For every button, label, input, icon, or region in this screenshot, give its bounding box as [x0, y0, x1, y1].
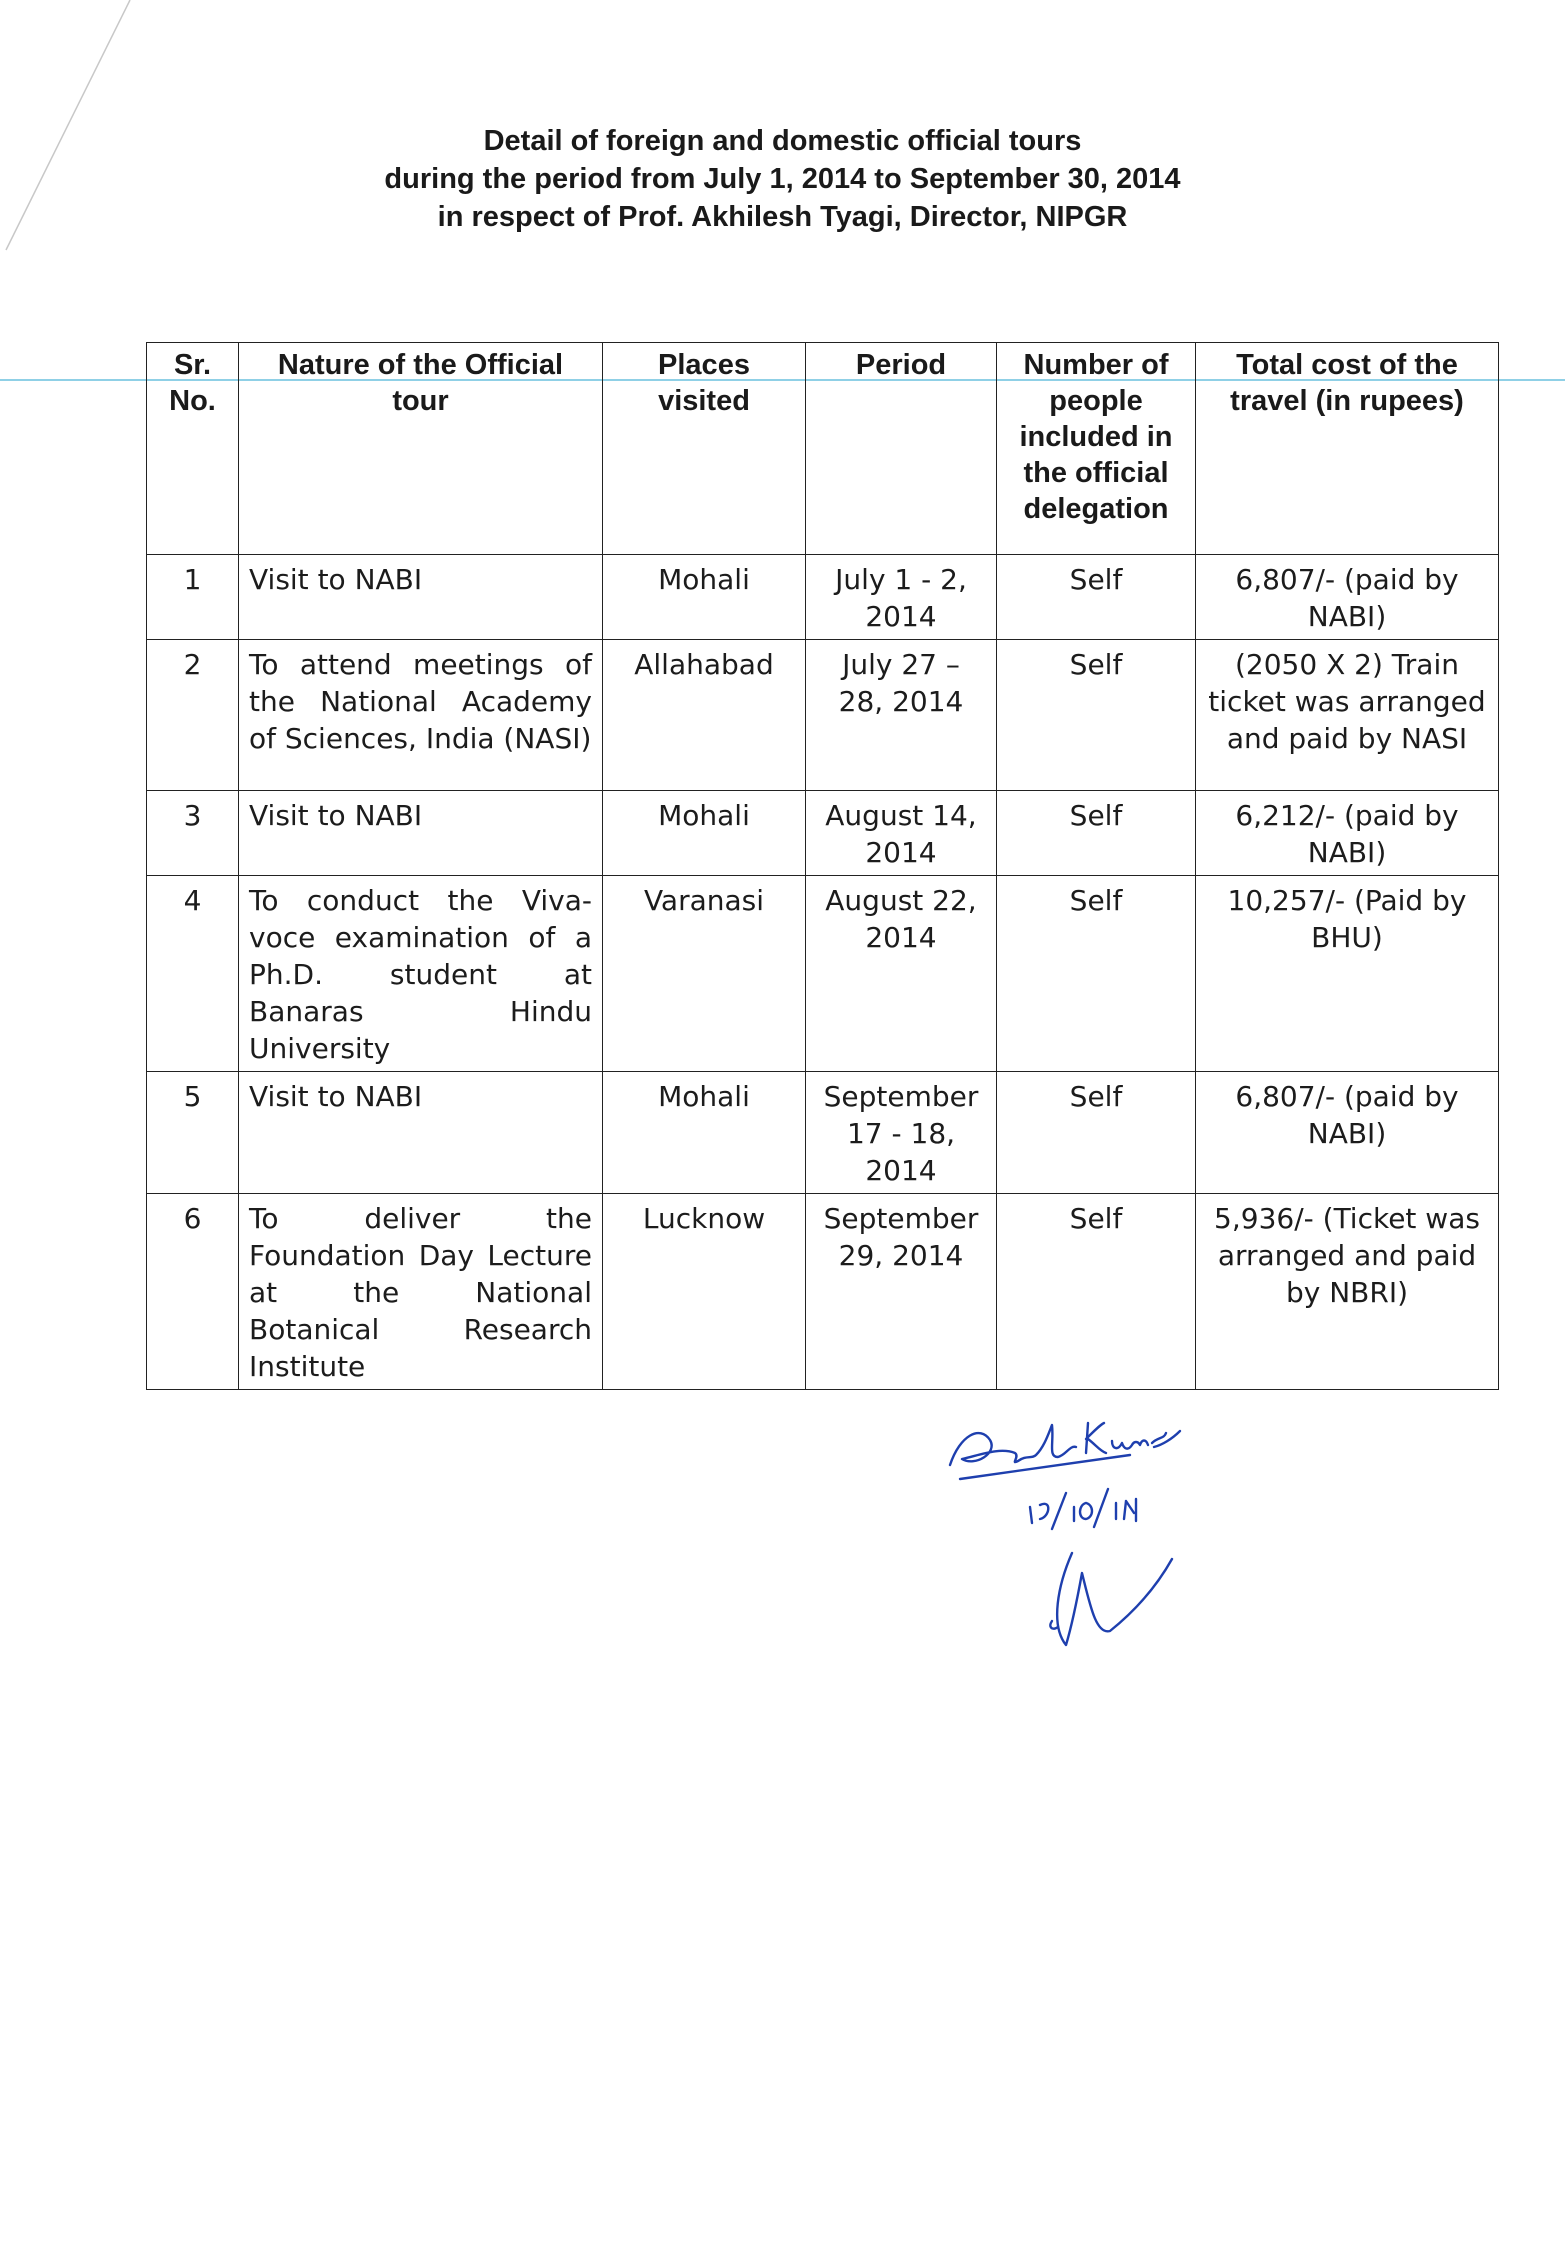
- title-line-2: during the period from July 1, 2014 to September 30, 2014: [384, 163, 1181, 195]
- cell-sr: 5: [147, 1072, 239, 1194]
- cell-nature: Visit to NABI: [239, 1072, 603, 1194]
- table-row: [147, 555, 1499, 640]
- cell-people: Self: [997, 555, 1196, 640]
- cell-sr: 2: [147, 640, 239, 791]
- title-line-3: in respect of Prof. Akhilesh Tyagi, Director, NIPGR: [437, 201, 1128, 233]
- table-row: [147, 1072, 1499, 1194]
- header-period: Period: [806, 343, 997, 555]
- cell-nature: Visit to NABI: [239, 555, 603, 640]
- table-row: [147, 876, 1499, 1072]
- cell-place: Lucknow: [603, 1194, 806, 1390]
- cell-cost: (2050 X 2) Train ticket was arranged and paid by NASI: [1196, 640, 1499, 791]
- cell-nature: To attend meetings of the National Academy of Sciences, India (NASI): [239, 640, 603, 791]
- header-sr-no: Sr. No.: [147, 343, 239, 555]
- cell-sr: 3: [147, 791, 239, 876]
- cell-people: Self: [997, 791, 1196, 876]
- cell-cost: 6,807/- (paid by NABI): [1196, 1072, 1499, 1194]
- title-line-1: Detail of foreign and domestic official tours: [483, 125, 1082, 157]
- tours-table: [146, 342, 1499, 1390]
- cell-place: Varanasi: [603, 876, 806, 1072]
- header-cost: Total cost of the travel (in rupees): [1196, 343, 1499, 555]
- signature-ink: [950, 1423, 1180, 1645]
- cell-people: Self: [997, 1072, 1196, 1194]
- cell-place: Mohali: [603, 555, 806, 640]
- cell-period: September 17 - 18, 2014: [806, 1072, 997, 1194]
- cell-people: Self: [997, 876, 1196, 1072]
- cell-place: Mohali: [603, 791, 806, 876]
- table-header-row: [147, 343, 1499, 555]
- header-places: Places visited: [603, 343, 806, 555]
- cell-cost: 10,257/- (Paid by BHU): [1196, 876, 1499, 1072]
- cell-cost: 6,807/- (paid by NABI): [1196, 555, 1499, 640]
- table-row: [147, 791, 1499, 876]
- cell-cost: 5,936/- (Ticket was arranged and paid by NBRI): [1196, 1194, 1499, 1390]
- cell-sr: 4: [147, 876, 239, 1072]
- cell-place: Allahabad: [603, 640, 806, 791]
- cell-nature: To deliver the Foundation Day Lecture at the National Botanical Research Institute: [239, 1194, 603, 1390]
- cell-period: August 14, 2014: [806, 791, 997, 876]
- handwritten-signature: [940, 1395, 1240, 1695]
- cell-period: September 29, 2014: [806, 1194, 997, 1390]
- header-nature: Nature of the Official tour: [239, 343, 603, 555]
- cell-place: Mohali: [603, 1072, 806, 1194]
- table-row: [147, 640, 1499, 791]
- cell-cost: 6,212/- (paid by NABI): [1196, 791, 1499, 876]
- cell-period: August 22, 2014: [806, 876, 997, 1072]
- cell-period: July 1 - 2, 2014: [806, 555, 997, 640]
- cell-sr: 6: [147, 1194, 239, 1390]
- cell-sr: 1: [147, 555, 239, 640]
- cell-nature: To conduct the Viva-voce examination of a Ph.D. student at Banaras Hindu University: [239, 876, 603, 1072]
- cell-people: Self: [997, 1194, 1196, 1390]
- document-title: [0, 122, 1565, 236]
- cell-nature: Visit to NABI: [239, 791, 603, 876]
- cell-people: Self: [997, 640, 1196, 791]
- table-row: [147, 1194, 1499, 1390]
- cell-period: July 27 – 28, 2014: [806, 640, 997, 791]
- header-people: Number of people included in the official delegation: [997, 343, 1196, 555]
